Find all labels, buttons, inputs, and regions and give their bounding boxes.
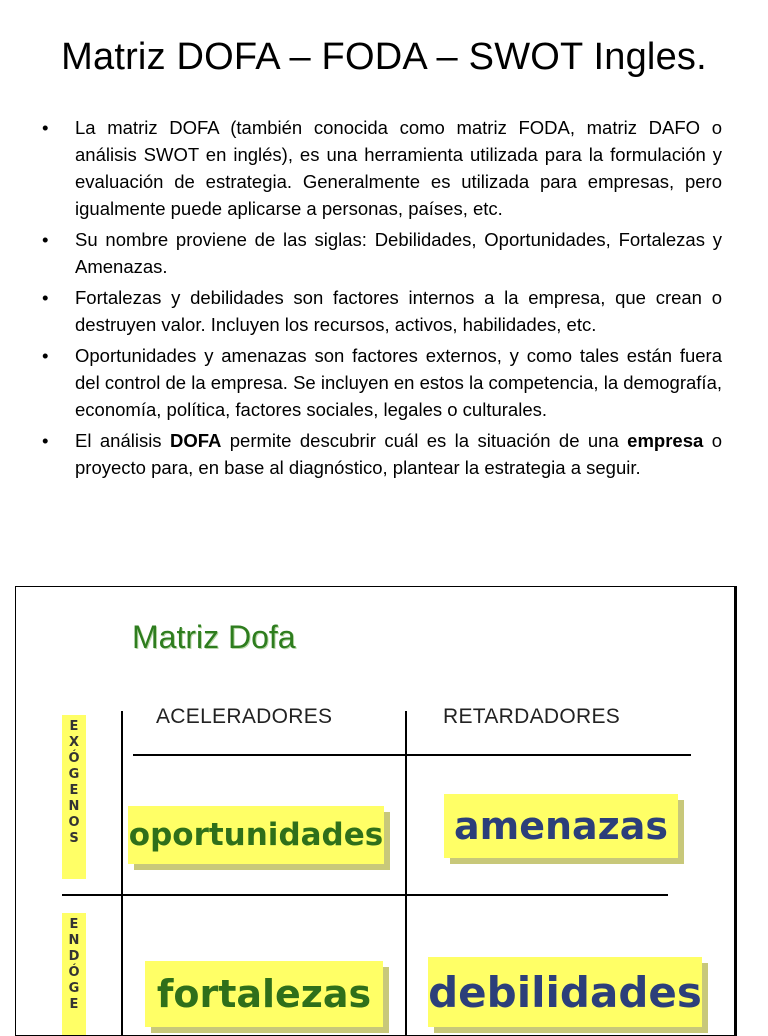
- grid-vertical-left: [121, 711, 123, 1036]
- bullet-dot: •: [42, 117, 49, 138]
- matrix-title: Matriz Dofa: [132, 619, 296, 655]
- bullet-text: Oportunidades y amenazas son factores externos, y como tales están fuera del control de la empresa. Se incluyen en estos la competencia, la demografía, economía, política, factores sociales, legales o culturales.: [75, 345, 722, 420]
- column-header-retardadores: RETARDADORES: [443, 705, 621, 728]
- slide-title: Matriz DOFA – FODA – SWOT Ingles.: [61, 36, 707, 78]
- grid-vertical-middle: [405, 711, 407, 1036]
- column-header-aceleradores: ACELERADORES: [156, 705, 333, 728]
- bullet-bold-dofa: DOFA: [169, 430, 222, 451]
- bullet-dot: •: [42, 430, 49, 451]
- exogenos-letter: N: [68, 799, 80, 814]
- bullet-item: [40, 427, 722, 481]
- card-amenazas: amenazas: [444, 794, 678, 858]
- bullet-item: [40, 226, 722, 280]
- endogenos-letter: N: [68, 933, 80, 948]
- bullet-item: [40, 342, 722, 423]
- bullet-text-part: permite descubrir cuál es la situación de una: [221, 430, 628, 451]
- bullet-bold-empresa: empresa: [627, 430, 704, 451]
- bullet-item: [40, 114, 722, 222]
- bullet-text: Fortalezas y debilidades son factores internos a la empresa, que crean o destruyen valor. Incluyen los recursos, activos, habilidades, etc.: [75, 287, 722, 335]
- card-oportunidades: oportunidades: [128, 806, 384, 864]
- endogenos-letter: D: [68, 949, 80, 964]
- bullet-dot: •: [42, 345, 49, 366]
- row-label-exogenos: [62, 715, 86, 879]
- matriz-dofa-figure: [15, 586, 737, 1036]
- bullet-item: [40, 284, 722, 338]
- exogenos-letter: E: [69, 719, 79, 734]
- exogenos-letter: Ó: [68, 751, 80, 766]
- endogenos-letter: Ó: [68, 965, 80, 980]
- endogenos-letter: E: [69, 997, 79, 1012]
- endogenos-letter: G: [68, 981, 80, 996]
- bullet-text-part: o proyecto para, en base al diagnóstico, plantear la estrategia a seguir.: [75, 430, 722, 478]
- exogenos-letter: X: [68, 735, 80, 750]
- bullet-dot: •: [42, 287, 49, 308]
- exogenos-letter: E: [69, 783, 79, 798]
- bullet-text: Su nombre proviene de las siglas: Debilidades, Oportunidades, Fortalezas y Amenazas.: [75, 229, 722, 277]
- bullet-dot: •: [42, 229, 49, 250]
- exogenos-letter: S: [69, 831, 79, 846]
- grid-horizontal-top: [133, 754, 691, 756]
- exogenos-letter: O: [68, 815, 80, 830]
- bullet-text-part: El análisis: [75, 430, 170, 451]
- exogenos-letter: G: [68, 767, 80, 782]
- bullet-text: La matriz DOFA (también conocida como matriz FODA, matriz DAFO o análisis SWOT en inglés), es una herramienta utilizada para la formulación y evaluación de estrategia. Generalmente es utilizada para empresas, pero igualmente puede aplicarse a personas, países, etc.: [75, 117, 722, 219]
- endogenos-letter: E: [69, 917, 79, 932]
- grid-horizontal-middle: [62, 894, 668, 896]
- card-fortalezas: fortalezas: [145, 961, 383, 1027]
- row-label-endogenos: [62, 913, 86, 1036]
- card-debilidades: debilidades: [428, 957, 702, 1027]
- bullet-list: [40, 114, 722, 485]
